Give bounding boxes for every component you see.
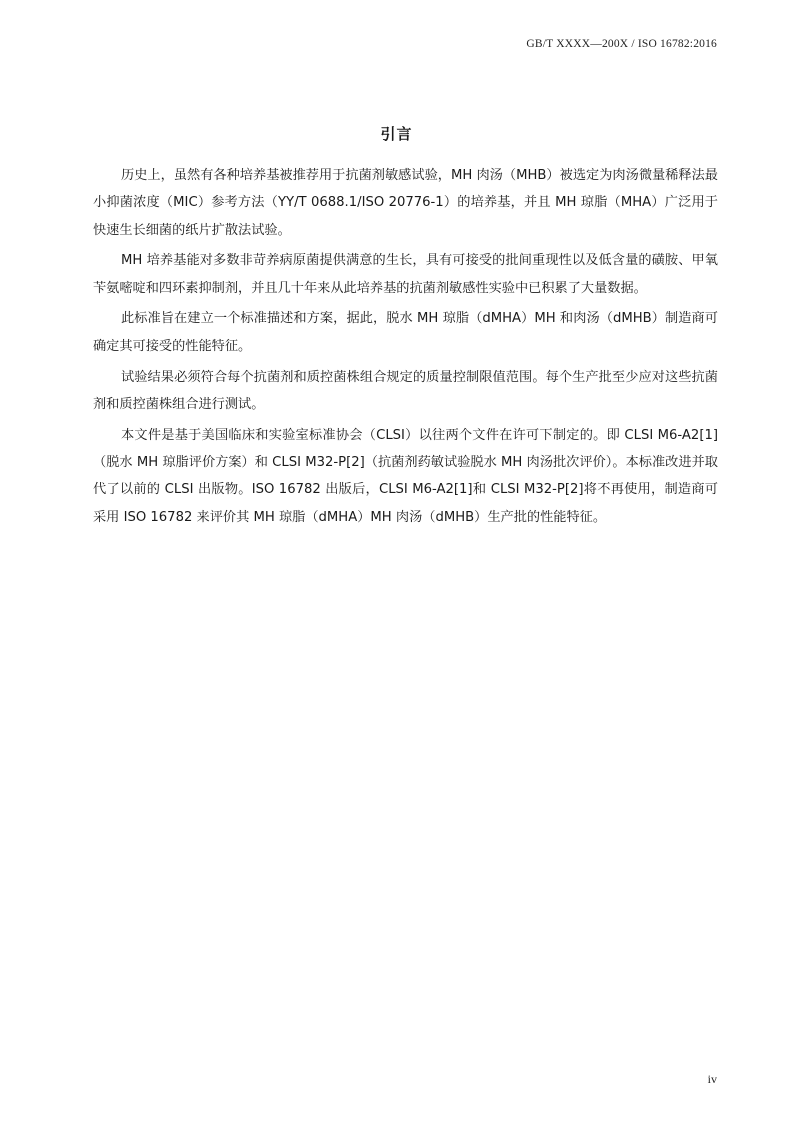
- paragraph: 此标准旨在建立一个标准描述和方案，据此，脱水 MH 琼脂（dMHA）MH 和肉汤（dMHB）制造商可确定其可接受的性能特征。: [93, 311, 718, 354]
- page-number: iv: [707, 1072, 717, 1086]
- section-title: 引言: [380, 125, 413, 143]
- paragraph: 历史上，虽然有各种培养基被推荐用于抗菌剂敏感试验，MH 肉汤（MHB）被选定为肉汤微量稀释法最小抑菌浓度（MIC）参考方法（YY/T 0688.1/ISO 20776-1）的培养基，并且 MH 琼脂（MHA）广泛用于快速生长细菌的纸片扩散法试验。: [93, 168, 718, 238]
- paragraph: MH 培养基能对多数非苛养病原菌提供满意的生长，具有可接受的批间重现性以及低含量的磺胺、甲氧苄氨嘧啶和四环素抑制剂，并且几十年来从此培养基的抗菌剂敏感性实验中已积累了大量数据。: [93, 253, 718, 296]
- standard-code-header: GB/T XXXX—200X / ISO 16782:2016: [526, 38, 717, 50]
- body-text: [93, 162, 718, 534]
- paragraph: 本文件是基于美国临床和实验室标准协会（CLSI）以往两个文件在许可下制定的。即 CLSI M6-A2[1]（脱水 MH 琼脂评价方案）和 CLSI M32-P[2]（抗菌剂药敏试验脱水 MH 肉汤批次评价）。本标准改进并取代了以前的 CLSI 出版物。ISO 16782 出版后，CLSI M6-A2[1]和 CLSI M32-P[2]将不再使用，制造商可采用 ISO 16782 来评价其 MH 琼脂（dMHA）MH 肉汤（dMHB）生产批的性能特征。: [93, 427, 718, 525]
- paragraph: 试验结果必须符合每个抗菌剂和质控菌株组合规定的质量控制限值范围。每个生产批至少应对这些抗菌剂和质控菌株组合进行测试。: [93, 369, 718, 412]
